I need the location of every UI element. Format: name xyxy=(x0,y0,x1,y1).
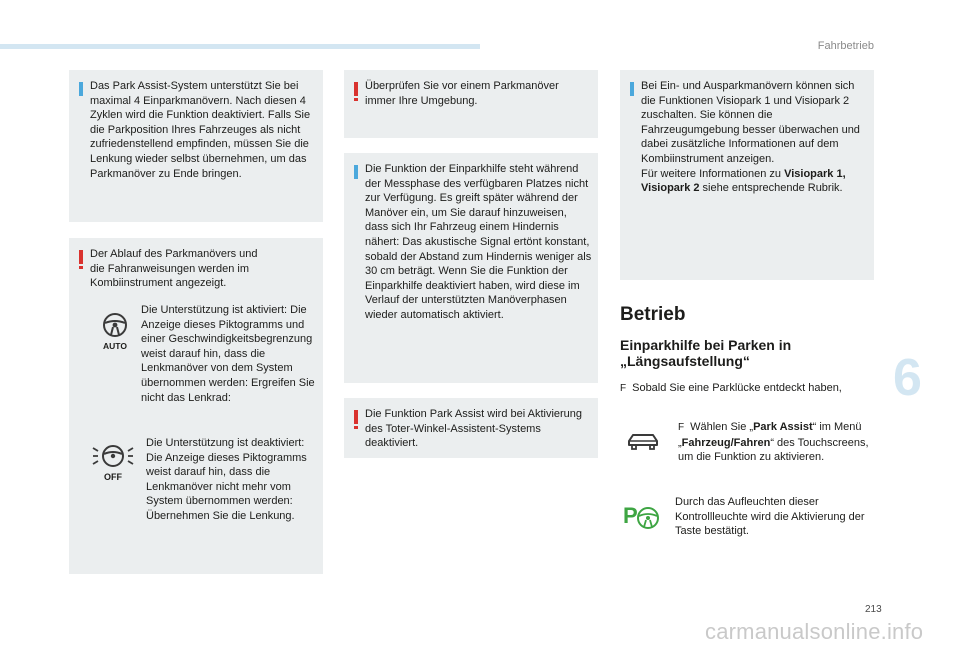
step-1 xyxy=(620,381,874,397)
info-box xyxy=(620,70,874,280)
bullet-icon: F xyxy=(678,422,685,433)
warning-box xyxy=(69,238,323,574)
subsection-heading xyxy=(620,337,870,369)
steering-auto-icon xyxy=(97,311,133,351)
menu-fahrzeug: Fahrzeug xyxy=(681,436,731,449)
off-label: OFF xyxy=(104,472,122,482)
info-text xyxy=(641,79,868,196)
warning-icon xyxy=(354,82,358,96)
warning-icon xyxy=(354,410,358,424)
info-icon xyxy=(354,165,358,179)
step-2-suffix: “ des Touchscreens, um die Funktion zu aktivieren. xyxy=(678,436,869,464)
step-3-text: Durch das Aufleuchten dieser Kontrollleuchte wird die Aktivierung der Taste bestätigt. xyxy=(675,496,865,538)
subheading-line2: „Längsaufstellung“ xyxy=(620,353,750,369)
step-2-mid: “ im Menü „ xyxy=(678,421,862,449)
step-2 xyxy=(678,420,874,465)
info-text: Das Park Assist-System unterstützt Sie bei maximal 4 Einparkmanövern. Nach diesen 4 Zyklen wird die Funktion deaktiviert. Falls Sie die Parkposition Ihres Fahrzeuges als nicht zufriedenstellend empfinden, müssen Sie die Lenkung wieder selbst übernehmen, um das Parkmanöver zu Ende bringen. xyxy=(90,80,311,180)
info-box xyxy=(69,70,323,222)
header-bar xyxy=(0,44,480,49)
step-2-prefix: Wählen Sie „ xyxy=(690,421,754,433)
info-more-prefix: Für weitere Informationen zu xyxy=(641,167,785,180)
info-more-bold: Visiopark 1, Visiopark 2 xyxy=(641,167,846,195)
info-text: Die Funktion der Einparkhilfe steht während der Messphase des verfügbaren Platzes nicht zur Verfügung. Es greift später während der Manöver ein, um Sie darauf hinzuweisen, dass sich Ihr Fahrzeug einem Hindernis nähert: Das akustische Signal ertönt konstant, sobald der Abstand zum Hindernis weniger als 30 cm beträgt. Wenn Sie die Funktion der Einparkhilfe deaktiviert haben, wird diese im Verlauf der unterstützten Manöverphasen wieder automatisch aktiviert. xyxy=(365,163,592,321)
off-text: Die Unterstützung ist deaktiviert: Die Anzeige dieses Piktogramms weist darauf hin, dass die Lenkmanöver nicht mehr vom System übernommen werden: Übernehmen Sie die Lenkung. xyxy=(146,437,307,522)
warning-icon xyxy=(79,250,83,264)
warning-text: Überprüfen Sie vor einem Parkmanöver immer Ihre Umgebung. xyxy=(365,80,559,107)
park-assist-warning-light-icon xyxy=(622,501,662,533)
warning-text: Der Ablauf des Parkmanövers und die Fahranweisungen werden im Kombiinstrument angezeigt. xyxy=(90,248,258,290)
warning-box xyxy=(344,70,598,138)
info-icon xyxy=(79,82,83,96)
menu-item-park-assist: Park Assist xyxy=(753,421,813,433)
bullet-icon: F xyxy=(620,383,627,394)
info-more-suffix: siehe entsprechende Rubrik. xyxy=(699,182,843,195)
info-text-main: Bei Ein- und Ausparkmanövern können sich die Funktionen Visiopark 1 und Visiopark 2 zuschalten. Sie können die Fahrzeugumgebung besser überwachen und dabei zusätzliche Informationen auf dem Kombiinstrument anzeigen. xyxy=(641,80,860,165)
warning-text: Die Funktion Park Assist wird bei Aktivierung des Toter-Winkel-Assistent-Systems deaktiviert. xyxy=(365,408,583,450)
warning-box xyxy=(344,398,598,458)
menu-fahren: Fahren xyxy=(733,436,771,449)
page-number: 213 xyxy=(865,604,882,615)
park-letter: P xyxy=(623,503,638,528)
step-1-text: Sobald Sie eine Parklücke entdeckt haben, xyxy=(632,382,842,394)
auto-label: AUTO xyxy=(103,341,127,351)
section-title: Fahrbetrieb xyxy=(817,40,874,52)
info-icon xyxy=(630,82,634,96)
section-heading: Betrieb xyxy=(620,304,686,325)
chapter-number: 6 xyxy=(893,349,922,407)
info-box xyxy=(344,153,598,383)
subheading-line1: Einparkhilfe bei Parken in xyxy=(620,337,792,353)
car-icon xyxy=(626,430,660,452)
auto-text: Die Unterstützung ist aktiviert: Die Anzeige dieses Piktogramms und einer Geschwindigkeitsbegrenzung weist darauf hin, dass die Lenkmanöver von dem System übernommen werden: Ergreifen Sie nicht das Lenkrad: xyxy=(141,304,315,404)
steering-off-icon xyxy=(91,442,135,484)
menu-slash: / xyxy=(730,436,734,449)
watermark: carmanualsonline.info xyxy=(705,619,924,644)
